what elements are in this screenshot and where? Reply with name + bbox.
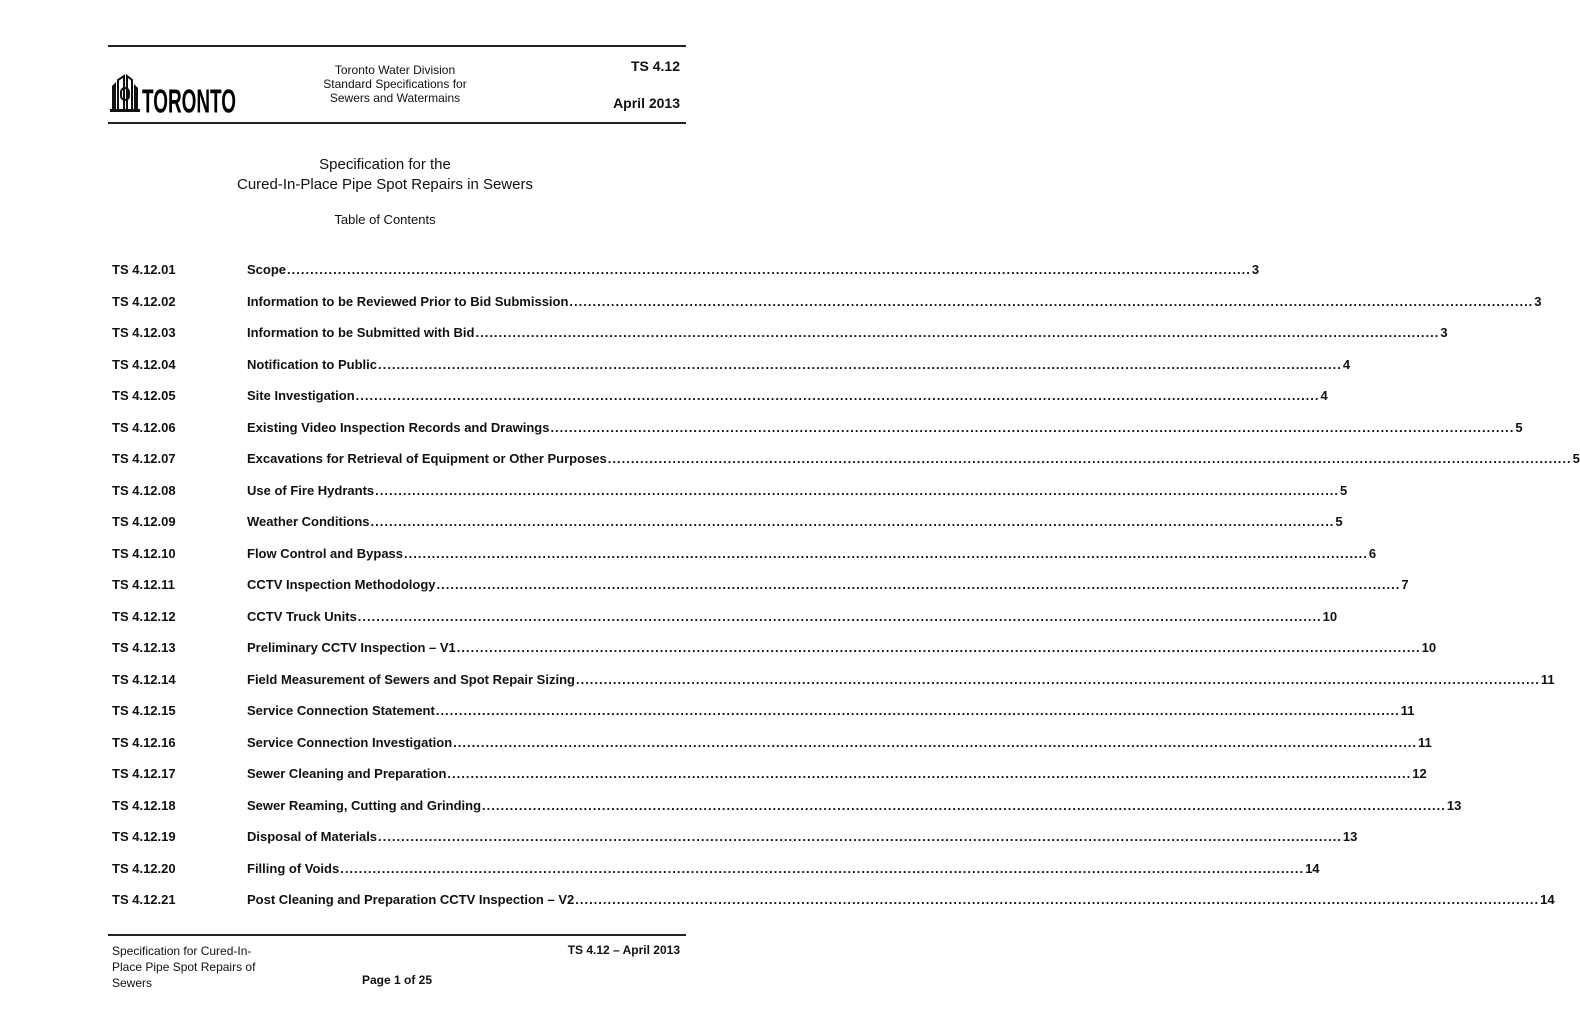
toc-row[interactable]	[112, 262, 1260, 294]
toc-section-number: TS 4.12.10	[112, 545, 176, 561]
toc-row[interactable]	[112, 640, 1437, 672]
toc-row[interactable]	[112, 892, 1555, 924]
toc-section-number: TS 4.12.02	[112, 293, 176, 309]
toc-section-title: Excavations for Retrieval of Equipment or Other Purposes	[247, 451, 607, 466]
toc-entry[interactable]	[247, 577, 1409, 592]
toc-section-title: Sewer Reaming, Cutting and Grinding	[247, 797, 482, 813]
toc-section-number: TS 4.12.14	[112, 671, 176, 687]
toc-section-title: Service Connection Investigation	[247, 734, 453, 750]
toc-entry[interactable]	[247, 482, 1348, 498]
toc-entry[interactable]	[247, 419, 1523, 435]
toc-row[interactable]	[112, 766, 1427, 798]
toc-page-number: 4	[1320, 388, 1328, 403]
toc-row[interactable]	[112, 545, 1377, 578]
toc-section-title: Existing Video Inspection Records and Drawings	[247, 419, 550, 435]
footer-line: Specification for Cured-In-	[112, 944, 252, 958]
city-hall-logo-icon	[110, 72, 245, 121]
toc-section-number: TS 4.12.13	[112, 640, 176, 655]
toc-section-number: TS 4.12.03	[112, 325, 176, 340]
toc-leader-dots	[378, 829, 1342, 844]
toc-section-number: TS 4.12.11	[112, 577, 175, 592]
footer-spec-date: TS 4.12 – April 2013	[567, 943, 680, 957]
toc-row[interactable]	[112, 451, 1580, 483]
toc-row[interactable]	[112, 734, 1432, 767]
footer-rule	[108, 934, 686, 936]
spec-code: TS 4.12	[630, 58, 680, 74]
toc-section-number: TS 4.12.21	[112, 892, 176, 907]
toc-row[interactable]	[112, 482, 1348, 515]
toc-page-number: 10	[1421, 640, 1437, 655]
toc-page-number: 12	[1412, 766, 1427, 781]
toc-leader-dots	[375, 483, 1339, 498]
toc-section-title: Weather Conditions	[247, 514, 370, 529]
toc-leader-dots	[569, 294, 1533, 309]
toc-section-title: Sewer Cleaning and Preparation	[247, 766, 447, 781]
toc-entry[interactable]	[247, 388, 1328, 403]
spec-date: April 2013	[613, 95, 680, 111]
toc-section-title: Post Cleaning and Preparation CCTV Inspection – V2	[247, 892, 575, 907]
toc-entry[interactable]	[247, 608, 1338, 624]
toc-section-title: Site Investigation	[247, 388, 355, 403]
toc-page-number: 6	[1368, 545, 1377, 561]
toc-page-number: 11	[1540, 671, 1555, 687]
toc-page-number: 13	[1342, 829, 1358, 844]
toc-section-title: CCTV Inspection Methodology	[247, 577, 436, 592]
toc-section-number: TS 4.12.07	[112, 451, 176, 466]
toc-page-number: 11	[1418, 734, 1432, 750]
toc-leader-dots	[404, 546, 1368, 561]
toc-section-title: Information to be Reviewed Prior to Bid Submission	[247, 293, 569, 309]
toc-section-number: TS 4.12.06	[112, 419, 176, 435]
toc-section-number: TS 4.12.16	[112, 734, 176, 750]
toc-page-number: 7	[1401, 577, 1409, 592]
header-top-rule	[108, 45, 686, 47]
toc-row[interactable]	[112, 356, 1351, 389]
toc-leader-dots	[550, 420, 1514, 435]
toc-entry[interactable]	[247, 293, 1542, 309]
toc-leader-dots	[453, 735, 1417, 750]
page-number: Page 1 of 25	[361, 973, 433, 987]
toc-row[interactable]	[112, 671, 1555, 704]
toc-page-number: 3	[1440, 325, 1448, 340]
toc-entry[interactable]	[247, 514, 1343, 529]
toc-page-number: 14	[1540, 892, 1555, 907]
toc-leader-dots	[287, 262, 1251, 277]
toc-section-title: Information to be Submitted with Bid	[247, 325, 475, 340]
footer-line: Place Pipe Spot Repairs of	[112, 960, 256, 974]
division-line: Standard Specifications for	[323, 77, 467, 91]
toc-section-title: Use of Fire Hydrants	[247, 482, 375, 498]
toc-entry[interactable]	[247, 892, 1555, 907]
toc-leader-dots	[358, 609, 1322, 624]
toc-page-number: 11	[1400, 703, 1415, 718]
toc-entry[interactable]	[247, 829, 1358, 844]
toc-entry[interactable]	[247, 860, 1320, 876]
toc-section-title: CCTV Truck Units	[247, 608, 357, 624]
toc-section-title: Field Measurement of Sewers and Spot Repair Sizing	[247, 671, 575, 687]
toc-entry[interactable]	[247, 734, 1432, 750]
table-of-contents	[112, 262, 1580, 924]
toc-entry[interactable]	[247, 671, 1555, 687]
toc-section-number: TS 4.12.01	[112, 262, 176, 277]
toc-page-number: 14	[1305, 860, 1320, 876]
toc-entry[interactable]	[247, 545, 1377, 561]
toc-section-title: Preliminary CCTV Inspection – V1	[247, 640, 456, 655]
toc-section-number: TS 4.12.08	[112, 482, 176, 498]
toc-leader-dots	[608, 451, 1572, 466]
toc-row[interactable]	[112, 577, 1409, 609]
toc-page-number: 4	[1342, 356, 1351, 372]
toc-section-title: Service Connection Statement	[247, 703, 435, 718]
toc-leader-dots	[356, 388, 1320, 403]
toc-section-number: TS 4.12.12	[112, 608, 176, 624]
header-bottom-rule	[108, 122, 686, 124]
toc-section-number: TS 4.12.05	[112, 388, 176, 403]
toronto-logo	[110, 72, 245, 121]
toc-section-title: Scope	[247, 262, 287, 277]
toc-leader-dots	[371, 514, 1335, 529]
division-line: Toronto Water Division	[334, 63, 456, 77]
toc-section-number: TS 4.12.19	[112, 829, 176, 844]
division-line: Sewers and Watermains	[329, 91, 461, 105]
toc-row[interactable]	[112, 419, 1523, 452]
toc-row[interactable]	[112, 608, 1338, 641]
toc-page-number: 5	[1515, 419, 1523, 435]
toc-section-number: TS 4.12.20	[112, 860, 176, 876]
toc-entry[interactable]	[247, 703, 1415, 718]
toc-page-number: 5	[1335, 514, 1343, 529]
toc-entry[interactable]	[247, 262, 1260, 277]
toc-section-title: Disposal of Materials	[247, 829, 378, 844]
toc-row[interactable]	[112, 860, 1320, 893]
toc-section-number: TS 4.12.17	[112, 766, 176, 781]
toc-row[interactable]	[112, 703, 1415, 735]
toc-leader-dots	[575, 892, 1539, 907]
toc-leader-dots	[482, 798, 1446, 813]
toc-section-number: TS 4.12.09	[112, 514, 176, 529]
toc-section-number: TS 4.12.04	[112, 356, 176, 372]
division-block	[290, 63, 500, 105]
toc-leader-dots	[340, 861, 1304, 876]
toc-row[interactable]	[112, 388, 1328, 420]
title-line: Cured-In-Place Pipe Spot Repairs in Sewers	[237, 176, 533, 193]
toc-entry[interactable]	[247, 766, 1427, 781]
toc-section-number: TS 4.12.15	[112, 703, 176, 718]
toc-entry[interactable]	[247, 325, 1448, 340]
toc-heading: Table of Contents	[334, 212, 436, 227]
toc-page-number: 5	[1340, 482, 1348, 498]
footer-line: Sewers	[112, 976, 153, 990]
title-line: Specification for the	[319, 156, 451, 173]
toc-leader-dots	[378, 357, 1342, 372]
toc-leader-dots	[437, 577, 1401, 592]
toc-page-number: 10	[1322, 608, 1338, 624]
toc-page-number: 5	[1572, 451, 1580, 466]
document-title	[0, 155, 770, 195]
toc-row[interactable]	[112, 829, 1358, 861]
toc-row[interactable]	[112, 514, 1343, 546]
toc-page-number: 3	[1251, 262, 1260, 277]
logo-wordmark: TORONTO	[142, 82, 236, 121]
toc-row[interactable]	[112, 797, 1462, 830]
toc-page-number: 13	[1446, 797, 1462, 813]
toc-leader-dots	[457, 640, 1421, 655]
toc-entry[interactable]	[247, 451, 1580, 466]
toc-leader-dots	[475, 325, 1439, 340]
toc-section-title: Notification to Public	[247, 356, 377, 372]
toc-entry[interactable]	[247, 640, 1437, 655]
toc-entry[interactable]	[247, 797, 1462, 813]
toc-row[interactable]	[112, 325, 1448, 357]
toc-leader-dots	[447, 766, 1411, 781]
toc-leader-dots	[576, 672, 1540, 687]
toc-section-title: Filling of Voids	[247, 860, 340, 876]
toc-page-number: 3	[1534, 293, 1542, 309]
toc-row[interactable]	[112, 293, 1542, 326]
toc-section-title: Flow Control and Bypass	[247, 545, 404, 561]
toc-entry[interactable]	[247, 356, 1351, 372]
toc-leader-dots	[436, 703, 1400, 718]
toc-section-number: TS 4.12.18	[112, 797, 176, 813]
